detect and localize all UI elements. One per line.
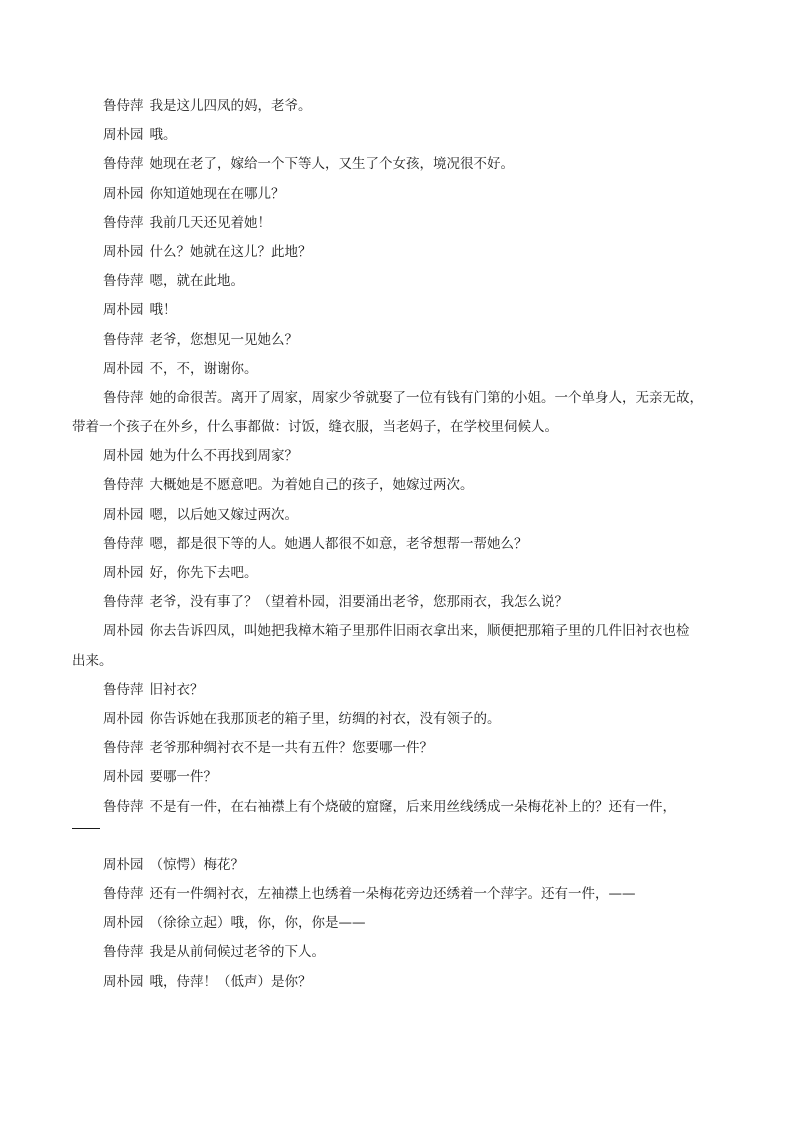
speech-continuation: 出来。 <box>72 652 113 669</box>
dialogue-line <box>0 559 800 588</box>
speech-text: 嗯，以后她又嫁过两次。 <box>149 506 298 523</box>
speaker-name: 周朴园 <box>103 623 144 640</box>
dialogue-line <box>0 326 800 355</box>
speech-text: 你去告诉四凤，叫她把我樟木箱子里那件旧雨衣拿出来，顺便把那箱子里的几件旧衬衣也检 <box>149 623 690 640</box>
speech-text: 不是有一件，在右袖襟上有个烧破的窟窿，后来用丝线绣成一朵梅花补上的？还有一件， <box>149 798 676 815</box>
speech-text: 大概她是不愿意吧。为着她自己的孩子，她嫁过两次。 <box>149 477 474 494</box>
speech-text: 她现在老了，嫁给一个下等人，又生了个女孩，境况很不好。 <box>149 156 514 173</box>
speaker-name: 鲁侍萍 <box>103 944 144 961</box>
dash-continuation-line <box>0 822 800 851</box>
speaker-name: 周朴园 <box>103 302 144 319</box>
dialogue-line <box>0 909 800 938</box>
dialogue-line <box>0 705 800 734</box>
speaker-name: 周朴园 <box>103 769 144 786</box>
speech-text: （惊愕）梅花？ <box>149 856 244 873</box>
speech-text: 哦！ <box>149 302 177 319</box>
speech-text: 你告诉她在我那顶老的箱子里，纺绸的衬衣，没有领子的。 <box>149 710 501 727</box>
speech-text: 我是从前伺候过老爷的下人。 <box>149 944 325 961</box>
speaker-name: 周朴园 <box>103 856 144 873</box>
dialogue-line <box>0 676 800 705</box>
speaker-name: 鲁侍萍 <box>103 98 144 114</box>
speaker-name: 周朴园 <box>103 185 144 202</box>
speaker-name: 周朴园 <box>103 243 144 260</box>
dialogue-line <box>0 267 800 296</box>
dialogue-line <box>0 209 800 238</box>
speech-text: 旧衬衣？ <box>149 681 204 698</box>
dialogue-line <box>0 150 800 179</box>
speaker-name: 周朴园 <box>103 565 144 581</box>
speech-text: 要哪一件？ <box>149 769 217 786</box>
speech-text: 她的命很苦。离开了周家，周家少爷就娶了一位有钱有门第的小姐。一个单身人，无亲无故， <box>149 389 703 406</box>
speech-text: （徐徐立起）哦，你，你，你是—— <box>149 915 366 932</box>
dialogue-line <box>0 238 800 267</box>
dialogue-line <box>0 92 800 121</box>
speech-text: 哦，侍萍！（低声）是你？ <box>149 973 312 990</box>
speaker-name: 鲁侍萍 <box>103 156 144 173</box>
speaker-name: 鲁侍萍 <box>103 535 144 552</box>
speech-text: 不，不，谢谢你。 <box>149 360 258 377</box>
speaker-name: 周朴园 <box>103 127 144 144</box>
speech-text: 老爷，您想见一见她么？ <box>149 331 298 348</box>
speaker-name: 周朴园 <box>103 360 144 377</box>
dialogue-line <box>0 763 800 792</box>
speaker-name: 鲁侍萍 <box>103 273 144 290</box>
dialogue-line <box>0 880 800 909</box>
speaker-name: 周朴园 <box>103 448 144 465</box>
speaker-name: 周朴园 <box>103 710 144 727</box>
speech-text: 我是这儿四凤的妈，老爷。 <box>149 98 312 114</box>
speaker-name: 鲁侍萍 <box>103 681 144 698</box>
speaker-name: 鲁侍萍 <box>103 214 144 231</box>
dialogue-line <box>0 180 800 209</box>
dialogue-line <box>0 442 800 471</box>
speaker-name: 鲁侍萍 <box>103 798 144 815</box>
dialogue-line <box>0 501 800 530</box>
speaker-name: 周朴园 <box>103 973 144 990</box>
dialogue-line <box>0 121 800 150</box>
speech-text: 还有一件绸衬衣，左袖襟上也绣着一朵梅花旁边还绣着一个萍字。还有一件，—— <box>149 886 636 903</box>
dialogue-line <box>0 588 800 617</box>
speech-text: 什么？她就在这儿？此地？ <box>149 243 312 260</box>
speech-text: 老爷那种绸衬衣不是一共有五件？您要哪一件？ <box>149 740 433 757</box>
speech-text: 你知道她现在在哪儿？ <box>149 185 285 202</box>
speech-text: 好，你先下去吧。 <box>149 565 258 581</box>
dialogue-line <box>0 296 800 325</box>
speaker-name: 鲁侍萍 <box>103 477 144 494</box>
dialogue-line <box>0 530 800 559</box>
speech-text: 嗯，都是很下等的人。她遇人都很不如意，老爷想帮一帮她么？ <box>149 535 528 552</box>
script-body <box>0 92 800 997</box>
speaker-name: 鲁侍萍 <box>103 740 144 757</box>
speaker-name: 鲁侍萍 <box>103 594 144 611</box>
dialogue-line <box>0 617 800 646</box>
speaker-name: 周朴园 <box>103 915 144 932</box>
speaker-name: 鲁侍萍 <box>103 886 144 903</box>
dialogue-line <box>0 384 800 413</box>
speech-continuation: 带着一个孩子在外乡，什么事都做：讨饭，缝衣服，当老妈子，在学校里伺候人。 <box>72 419 558 436</box>
dialogue-line <box>0 793 800 822</box>
em-dash-rule <box>72 828 100 829</box>
dialogue-line <box>0 851 800 880</box>
speaker-name: 鲁侍萍 <box>103 331 144 348</box>
speech-text: 老爷，没有事了？（望着朴园，泪要涌出老爷，您那雨衣，我怎么说？ <box>149 594 568 611</box>
dialogue-line <box>0 938 800 967</box>
speech-text: 嗯，就在此地。 <box>149 273 244 290</box>
speaker-name: 周朴园 <box>103 506 144 523</box>
dialogue-line <box>0 734 800 763</box>
dialogue-line <box>0 471 800 500</box>
dialogue-line <box>0 355 800 384</box>
speech-text: 她为什么不再找到周家？ <box>149 448 298 465</box>
speech-text: 我前几天还见着她！ <box>149 214 271 231</box>
dialogue-line <box>0 968 800 997</box>
speaker-name: 鲁侍萍 <box>103 389 144 406</box>
speech-text: 哦。 <box>149 127 177 144</box>
